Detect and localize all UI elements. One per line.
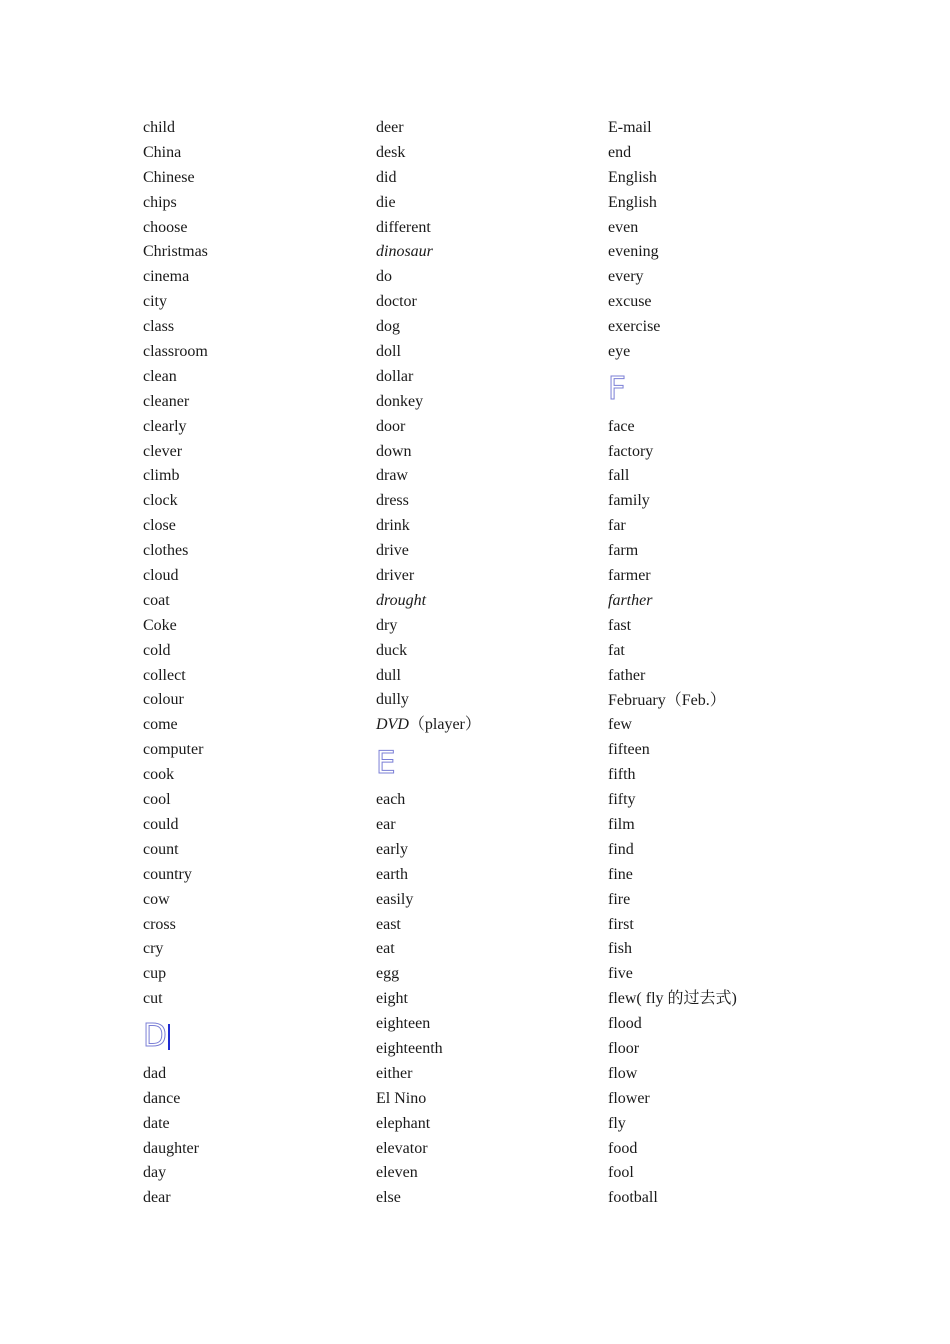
word-entry: Coke bbox=[143, 616, 177, 634]
word-entry: deer bbox=[376, 119, 404, 136]
word-entry: cut bbox=[143, 990, 163, 1008]
word-entry: ear bbox=[376, 815, 396, 833]
word-entry: easily bbox=[376, 890, 414, 908]
word-entry: cup bbox=[143, 965, 167, 983]
word-entry: early bbox=[376, 840, 408, 858]
word-entry: elevator bbox=[376, 1139, 428, 1157]
word-entry: doll bbox=[376, 343, 401, 361]
word-entry: cross bbox=[143, 915, 176, 933]
section-letter-heading bbox=[376, 738, 596, 788]
word-entry: cry bbox=[143, 940, 164, 958]
word-entry: dully bbox=[376, 691, 409, 709]
word-entry: coat bbox=[143, 591, 170, 609]
word-entry: count bbox=[143, 840, 179, 858]
word-entry: different bbox=[376, 218, 431, 236]
word-entry: driver bbox=[376, 567, 415, 585]
word-entry: dress bbox=[376, 492, 409, 510]
word-entry: fine bbox=[608, 865, 633, 883]
word-entry: egg bbox=[376, 965, 400, 983]
word-entry: donkey bbox=[376, 392, 424, 410]
word-entry: find bbox=[608, 840, 634, 858]
word-entry: day bbox=[143, 1164, 167, 1182]
word-entry: evening bbox=[608, 243, 659, 261]
word-entry: computer bbox=[143, 741, 204, 759]
word-entry: few bbox=[608, 716, 632, 734]
word-entry: down bbox=[376, 442, 412, 460]
word-entry: end bbox=[608, 143, 632, 161]
word-entry: cool bbox=[143, 791, 171, 809]
word-entry: clever bbox=[143, 442, 183, 460]
word-entry: child bbox=[143, 119, 175, 136]
word-entry: dull bbox=[376, 666, 401, 684]
word-entry: cloud bbox=[143, 567, 179, 585]
word-entry: cold bbox=[143, 641, 171, 659]
word-entry: factory bbox=[608, 442, 654, 460]
word-entry: flow bbox=[608, 1064, 638, 1082]
word-entry: exercise bbox=[608, 318, 661, 336]
word-entry: fifth bbox=[608, 766, 636, 784]
word-entry: come bbox=[143, 716, 178, 734]
word-entry: cow bbox=[143, 890, 170, 908]
section-letter-heading bbox=[143, 1012, 363, 1062]
section-letter: F bbox=[608, 371, 626, 408]
word-entry: class bbox=[143, 318, 175, 336]
word-entry: dollar bbox=[376, 367, 414, 385]
word-entry: floor bbox=[608, 1039, 640, 1057]
word-entry: eye bbox=[608, 343, 631, 361]
word-entry: every bbox=[608, 268, 644, 286]
word-entry: classroom bbox=[143, 343, 208, 361]
word-entry: English bbox=[608, 193, 657, 211]
word-entry: eleven bbox=[376, 1164, 418, 1182]
word-entry: father bbox=[608, 666, 646, 684]
word-entry: each bbox=[376, 791, 406, 809]
word-entry: dear bbox=[143, 1189, 171, 1207]
word-entry bbox=[376, 713, 596, 738]
word-entry: eat bbox=[376, 940, 395, 958]
word-entry: fast bbox=[608, 616, 632, 634]
word-entry: eighteenth bbox=[376, 1039, 443, 1057]
word-entry: cleaner bbox=[143, 392, 190, 410]
word-entry: Christmas bbox=[143, 243, 208, 261]
word-entry: duck bbox=[376, 641, 408, 659]
word-entry: China bbox=[143, 143, 182, 161]
word-entry: flower bbox=[608, 1089, 650, 1107]
word-entry: eight bbox=[376, 990, 408, 1008]
word-entry: colour bbox=[143, 691, 184, 709]
word-entry: E-mail bbox=[608, 119, 652, 136]
word-entry: fool bbox=[608, 1164, 634, 1182]
word-entry: drink bbox=[376, 517, 410, 535]
word-entry: February（Feb.） bbox=[608, 691, 726, 709]
word-entry: draw bbox=[376, 467, 408, 485]
word-entry: collect bbox=[143, 666, 186, 684]
section-letter: E bbox=[376, 744, 396, 781]
word-entry: five bbox=[608, 965, 633, 983]
word-entry: dinosaur bbox=[376, 243, 433, 261]
word-entry: flew( fly 的过去式) bbox=[608, 990, 737, 1008]
word-entry: do bbox=[376, 268, 392, 286]
word-entry: first bbox=[608, 915, 634, 933]
word-entry: fall bbox=[608, 467, 630, 485]
word-entry: choose bbox=[143, 218, 188, 236]
word-entry: drought bbox=[376, 591, 427, 609]
word-entry: door bbox=[376, 417, 406, 435]
word-entry: drive bbox=[376, 542, 409, 560]
word-entry-italic-part: DVD bbox=[376, 716, 409, 734]
word-entry: fish bbox=[608, 940, 632, 958]
word-entry: far bbox=[608, 517, 626, 535]
word-entry: Chinese bbox=[143, 168, 195, 186]
word-entry: clearly bbox=[143, 417, 187, 435]
word-entry: face bbox=[608, 417, 635, 435]
word-entry: cook bbox=[143, 766, 175, 784]
word-entry: film bbox=[608, 815, 635, 833]
word-entry: fire bbox=[608, 890, 631, 908]
section-letter: D bbox=[143, 1018, 167, 1055]
word-entry: eighteen bbox=[376, 1015, 431, 1033]
word-entry: fly bbox=[608, 1114, 626, 1132]
word-entry: country bbox=[143, 865, 192, 883]
word-entry: earth bbox=[376, 865, 408, 883]
word-entry: even bbox=[608, 218, 639, 236]
word-entry: could bbox=[143, 815, 179, 833]
word-column-2 bbox=[376, 116, 596, 1211]
word-entry: east bbox=[376, 915, 401, 933]
section-letter-heading bbox=[608, 365, 828, 415]
word-entry: close bbox=[143, 517, 176, 535]
word-entry: family bbox=[608, 492, 650, 510]
word-entry: city bbox=[143, 293, 167, 311]
word-entry: die bbox=[376, 193, 396, 211]
word-entry: dry bbox=[376, 616, 398, 634]
word-entry: did bbox=[376, 168, 397, 186]
word-column-1 bbox=[143, 116, 363, 1211]
word-entry-rest: （player） bbox=[408, 716, 481, 734]
word-entry: excuse bbox=[608, 293, 652, 311]
word-column-3 bbox=[608, 116, 828, 1211]
word-entry: cinema bbox=[143, 268, 190, 286]
word-entry: food bbox=[608, 1139, 638, 1157]
word-entry: clock bbox=[143, 492, 178, 510]
word-entry: clothes bbox=[143, 542, 189, 560]
word-entry: farm bbox=[608, 542, 639, 560]
word-entry: farmer bbox=[608, 567, 651, 585]
word-entry: fifty bbox=[608, 791, 636, 809]
word-entry: doctor bbox=[376, 293, 417, 311]
word-entry: flood bbox=[608, 1015, 642, 1033]
word-entry: fifteen bbox=[608, 741, 650, 759]
word-entry: chips bbox=[143, 193, 177, 211]
word-entry: football bbox=[608, 1189, 658, 1207]
word-entry: dog bbox=[376, 318, 400, 336]
word-entry: dance bbox=[143, 1089, 181, 1107]
word-entry: date bbox=[143, 1114, 170, 1132]
word-entry: elephant bbox=[376, 1114, 431, 1132]
word-entry: desk bbox=[376, 143, 406, 161]
word-entry: daughter bbox=[143, 1139, 199, 1157]
word-entry: clean bbox=[143, 367, 177, 385]
word-entry: El Nino bbox=[376, 1089, 427, 1107]
word-entry: fat bbox=[608, 641, 625, 659]
text-cursor bbox=[168, 1024, 170, 1050]
word-entry: English bbox=[608, 168, 657, 186]
word-entry: climb bbox=[143, 467, 180, 485]
word-entry: dad bbox=[143, 1064, 167, 1082]
word-entry: farther bbox=[608, 591, 653, 609]
word-entry: else bbox=[376, 1189, 401, 1207]
word-entry: either bbox=[376, 1064, 413, 1082]
